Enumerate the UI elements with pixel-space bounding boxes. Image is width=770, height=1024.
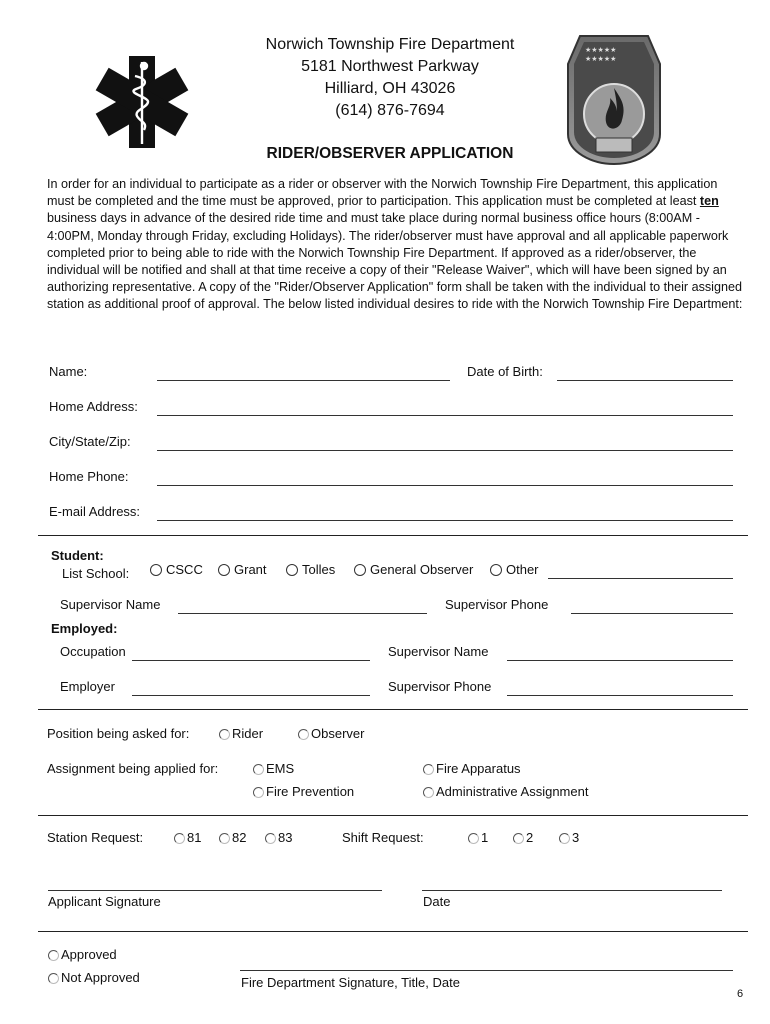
approval-option-label: Approved <box>61 947 117 962</box>
street-address: 5181 Northwest Parkway <box>301 58 479 75</box>
radio-icon[interactable] <box>218 564 230 576</box>
employer-field[interactable] <box>132 695 370 696</box>
dob-field[interactable] <box>557 380 733 381</box>
radio-icon[interactable] <box>423 764 434 775</box>
station-option-83[interactable] <box>265 830 292 845</box>
svg-text:★★★★★: ★★★★★ <box>585 55 617 63</box>
employer-label: Employer <box>60 679 115 694</box>
section-divider <box>38 709 748 710</box>
school-option-other[interactable] <box>490 562 539 577</box>
radio-icon[interactable] <box>468 833 479 844</box>
occupation-label: Occupation <box>60 644 126 659</box>
email-field[interactable] <box>157 520 733 521</box>
employed-supervisor-name-field[interactable] <box>507 660 733 661</box>
approval-option-not-approved[interactable] <box>48 970 140 985</box>
position-option-observer[interactable] <box>298 726 364 741</box>
department-phone: (614) 876-7694 <box>335 102 445 119</box>
shift-option-3[interactable] <box>559 830 579 845</box>
city-state-zip-field[interactable] <box>157 450 733 451</box>
school-option-label: Tolles <box>302 562 336 577</box>
intro-emphasis: ten <box>699 194 719 209</box>
radio-icon[interactable] <box>48 973 59 984</box>
employed-heading: Employed: <box>51 621 118 636</box>
radio-icon[interactable] <box>286 564 298 576</box>
intro-text-1: In order for an individual to participate as a rider or observer with the Norwich Township Fire Department, this application must be completed and the time must be approved, prior to participation. This application must be completed at least <box>47 177 718 209</box>
school-option-label: CSCC <box>166 562 203 577</box>
position-label: Position being asked for: <box>47 726 190 741</box>
home-address-label: Home Address: <box>49 399 138 414</box>
school-option-grant[interactable] <box>218 562 267 577</box>
assignment-option-fire-apparatus[interactable] <box>423 761 521 776</box>
home-phone-field[interactable] <box>157 485 733 486</box>
school-option-tolles[interactable] <box>286 562 335 577</box>
radio-icon[interactable] <box>490 564 502 576</box>
star-of-life-logo <box>92 52 192 152</box>
student-supervisor-name-field[interactable] <box>178 613 427 614</box>
shift-option-label: 2 <box>526 830 534 845</box>
signature-date-label: Date <box>423 894 451 909</box>
fd-signature-field[interactable] <box>240 970 733 971</box>
radio-icon[interactable] <box>513 833 524 844</box>
approval-option-label: Not Approved <box>61 970 140 985</box>
assignment-option-label: Fire Apparatus <box>436 761 521 776</box>
radio-icon[interactable] <box>253 764 264 775</box>
employed-supervisor-name-label: Supervisor Name <box>388 644 489 659</box>
shift-option-2[interactable] <box>513 830 533 845</box>
fd-signature-label: Fire Department Signature, Title, Date <box>241 975 460 990</box>
signature-date-field[interactable] <box>422 890 722 891</box>
shift-option-1[interactable] <box>468 830 488 845</box>
station-request-label: Station Request: <box>47 830 144 845</box>
occupation-field[interactable] <box>132 660 370 661</box>
assignment-option-ems[interactable] <box>253 761 294 776</box>
section-divider <box>38 535 748 536</box>
section-divider <box>38 931 748 932</box>
section-divider <box>38 815 748 816</box>
assignment-option-fire-prevention[interactable] <box>253 784 354 799</box>
radio-icon[interactable] <box>219 833 230 844</box>
page-number: 6 <box>737 988 744 1000</box>
applicant-signature-label: Applicant Signature <box>48 894 161 909</box>
station-option-81[interactable] <box>174 830 201 845</box>
radio-icon[interactable] <box>354 564 366 576</box>
radio-icon[interactable] <box>150 564 162 576</box>
radio-icon[interactable] <box>265 833 276 844</box>
dob-label: Date of Birth: <box>467 364 543 379</box>
assignment-option-label: Fire Prevention <box>266 784 355 799</box>
home-address-field[interactable] <box>157 415 733 416</box>
school-option-label: Other <box>506 562 539 577</box>
department-name: Norwich Township Fire Department <box>265 36 515 53</box>
position-option-rider[interactable] <box>219 726 263 741</box>
student-supervisor-phone-field[interactable] <box>571 613 733 614</box>
school-option-general-observer[interactable] <box>354 562 473 577</box>
applicant-signature-field[interactable] <box>48 890 382 891</box>
radio-icon[interactable] <box>174 833 185 844</box>
name-field[interactable] <box>157 380 450 381</box>
radio-icon[interactable] <box>253 787 264 798</box>
shift-option-label: 3 <box>572 830 580 845</box>
shift-option-label: 1 <box>481 830 489 845</box>
fire-department-badge <box>566 34 662 166</box>
form-title: RIDER/OBSERVER APPLICATION <box>266 145 514 162</box>
assignment-option-administrative[interactable] <box>423 784 588 799</box>
station-option-label: 83 <box>278 830 293 845</box>
student-supervisor-name-label: Supervisor Name <box>60 597 161 612</box>
radio-icon[interactable] <box>559 833 570 844</box>
radio-icon[interactable] <box>298 729 309 740</box>
employed-supervisor-phone-field[interactable] <box>507 695 733 696</box>
position-option-label: Observer <box>311 726 365 741</box>
home-phone-label: Home Phone: <box>49 469 129 484</box>
radio-icon[interactable] <box>423 787 434 798</box>
school-option-label: General Observer <box>370 562 474 577</box>
radio-icon[interactable] <box>48 950 59 961</box>
student-supervisor-phone-label: Supervisor Phone <box>445 597 549 612</box>
station-option-label: 81 <box>187 830 202 845</box>
employed-supervisor-phone-label: Supervisor Phone <box>388 679 492 694</box>
assignment-option-label: Administrative Assignment <box>436 784 589 799</box>
radio-icon[interactable] <box>219 729 230 740</box>
student-heading: Student: <box>51 548 104 563</box>
station-option-82[interactable] <box>219 830 246 845</box>
assignment-label: Assignment being applied for: <box>47 761 219 776</box>
intro-paragraph <box>47 176 747 314</box>
school-option-cscc[interactable] <box>150 562 203 577</box>
city-address: Hilliard, OH 43026 <box>324 80 456 97</box>
intro-text-2: business days in advance of the desired ride time and must take place during normal business office hours (8:00AM - 4:00PM, Monday through Friday, excluding Holidays). The rider/observer must have approval and all applicable paperwork completed prior to being able to ride with the Norwich Township Fire Department. If approved as a rider/observer, the individual will be notified and shall at that time receive a copy of their "Release Waiver", which will have been signed by an authorizing representative. A copy of the "Rider/Observer Application" form shall be taken with the individual to their assigned station as additional proof of approval. The below listed individual desires to ride with the Norwich Township Fire Department: <box>47 211 743 312</box>
school-option-label: Grant <box>234 562 267 577</box>
list-school-label: List School: <box>62 566 130 581</box>
assignment-option-label: EMS <box>266 761 295 776</box>
other-school-field[interactable] <box>548 578 733 579</box>
shift-request-label: Shift Request: <box>342 830 424 845</box>
name-label: Name: <box>49 364 88 379</box>
svg-text:★★★★★: ★★★★★ <box>585 46 617 54</box>
email-label: E-mail Address: <box>49 504 141 519</box>
city-state-zip-label: City/State/Zip: <box>49 434 131 449</box>
position-option-label: Rider <box>232 726 264 741</box>
station-option-label: 82 <box>232 830 247 845</box>
approval-option-approved[interactable] <box>48 947 117 962</box>
